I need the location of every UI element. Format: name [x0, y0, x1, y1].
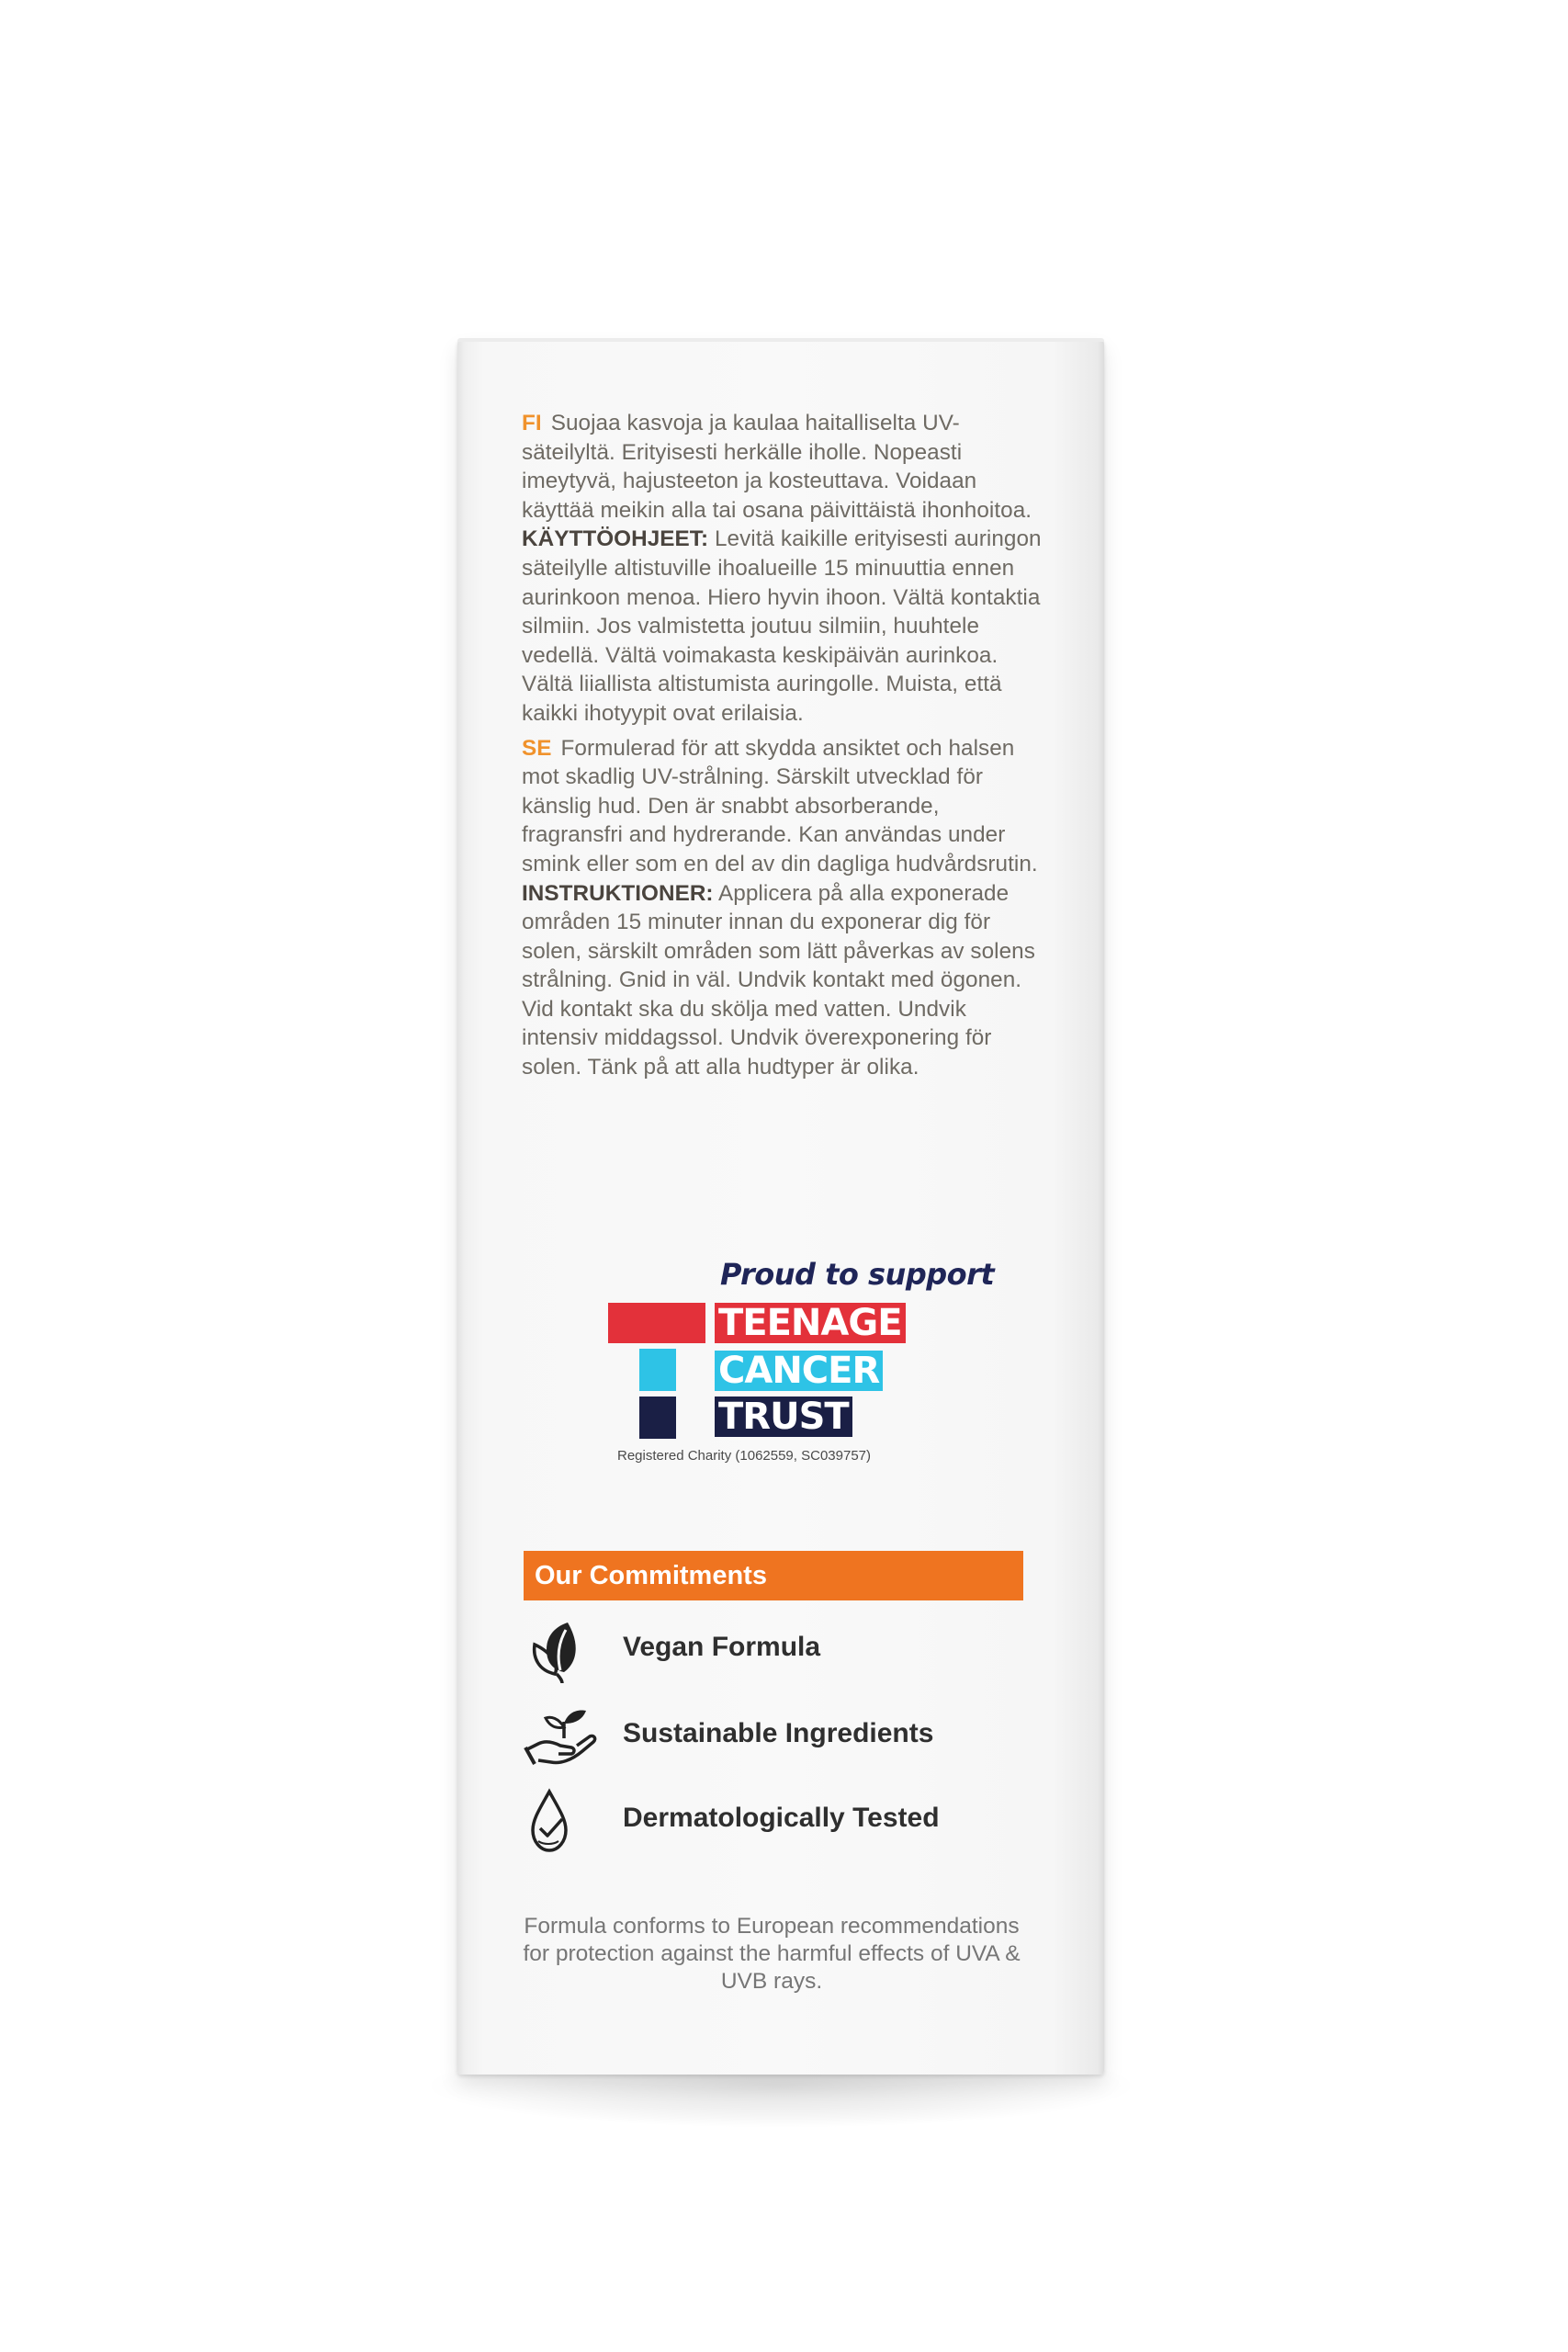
charity-word-1: TEENAGE — [715, 1303, 906, 1343]
commitment-label: Vegan Formula — [623, 1632, 821, 1662]
se-instructions: Applicera på alla exponerade områden 15 minuter innan du exponerar dig för solen, särskilt områden som lätt påverkas av solens strålning. Gnid in väl. Undvik kontakt med ögonen. Vid kontakt ska du skölja med vatten. Undvik intensiv middagssol. Undvik överexponering för solen. Tänk på att alla hudtyper är olika. — [522, 880, 1035, 1080]
commitment-item — [524, 1703, 1038, 1768]
commitments-heading: Our Commitments — [524, 1551, 1023, 1600]
fi-instructions: Levitä kaikille erityisesti auringon säteilylle altistuville ihoalueille 15 minuuttia ennen aurinkoon menoa. Hiero hyvin ihoon. Vältä kontaktia silmiin. Jos valmistetta joutuu silmiin, huuhtele vedellä. Vältä voimakasta keskipäivän aurinkoa. Vältä liiallista altistumista auringolle. Muista, että kaikki ihotyypit ovat erilaisia. — [522, 526, 1042, 726]
fi-intro: Suojaa kasvoja ja kaulaa haitalliselta UV-säteilyltä. Erityisesti herkälle iholle. Nopeasti imeytyvä, hajusteeton ja kosteuttava. Voidaan käyttää meikin alla tai osana päivittäistä ihonhoitoa. — [522, 411, 1032, 523]
commitment-label: Dermatologically Tested — [623, 1803, 940, 1833]
charity-logo — [606, 1257, 995, 1477]
uv-footnote: Formula conforms to European recommendations for protection against the harmful effects of UVA & UVB rays. — [523, 1914, 1021, 1994]
charity-tagline: Proud to support — [720, 1257, 995, 1292]
lang-code-fi: FI — [522, 411, 542, 435]
box-top-edge — [457, 338, 1104, 342]
logo-t-stem-navy — [639, 1396, 676, 1439]
logo-t-stem-cyan — [639, 1349, 676, 1391]
commitment-item — [524, 1617, 1038, 1681]
lang-code-se: SE — [522, 735, 552, 761]
hand-sprout-icon — [524, 1703, 601, 1770]
charity-word-3: TRUST — [715, 1396, 852, 1437]
commitment-item — [524, 1788, 1038, 1852]
finnish-paragraph — [522, 409, 1045, 729]
commitment-label: Sustainable Ingredients — [623, 1718, 934, 1748]
charity-word-2: CANCER — [715, 1351, 883, 1391]
se-instructions-heading: INSTRUKTIONER: — [522, 880, 714, 906]
se-intro: Formulerad för att skydda ansiktet och halsen mot skadlig UV-strålning. Särskilt utvecklad för känslig hud. Den är snabbt absorberande, fragransfri and hydrerande. Kan användas under smink eller som en del av din dagliga hudvårdsrutin. — [522, 735, 1038, 876]
swedish-paragraph — [522, 734, 1045, 1082]
logo-t-bar-red — [608, 1303, 705, 1343]
product-description — [522, 409, 1045, 1088]
drop-check-icon — [524, 1788, 601, 1854]
leaf-icon — [524, 1617, 601, 1683]
fi-instructions-heading: KÄYTTÖOHJEET: — [522, 526, 709, 552]
charity-registration: Registered Charity (1062559, SC039757) — [617, 1448, 871, 1464]
